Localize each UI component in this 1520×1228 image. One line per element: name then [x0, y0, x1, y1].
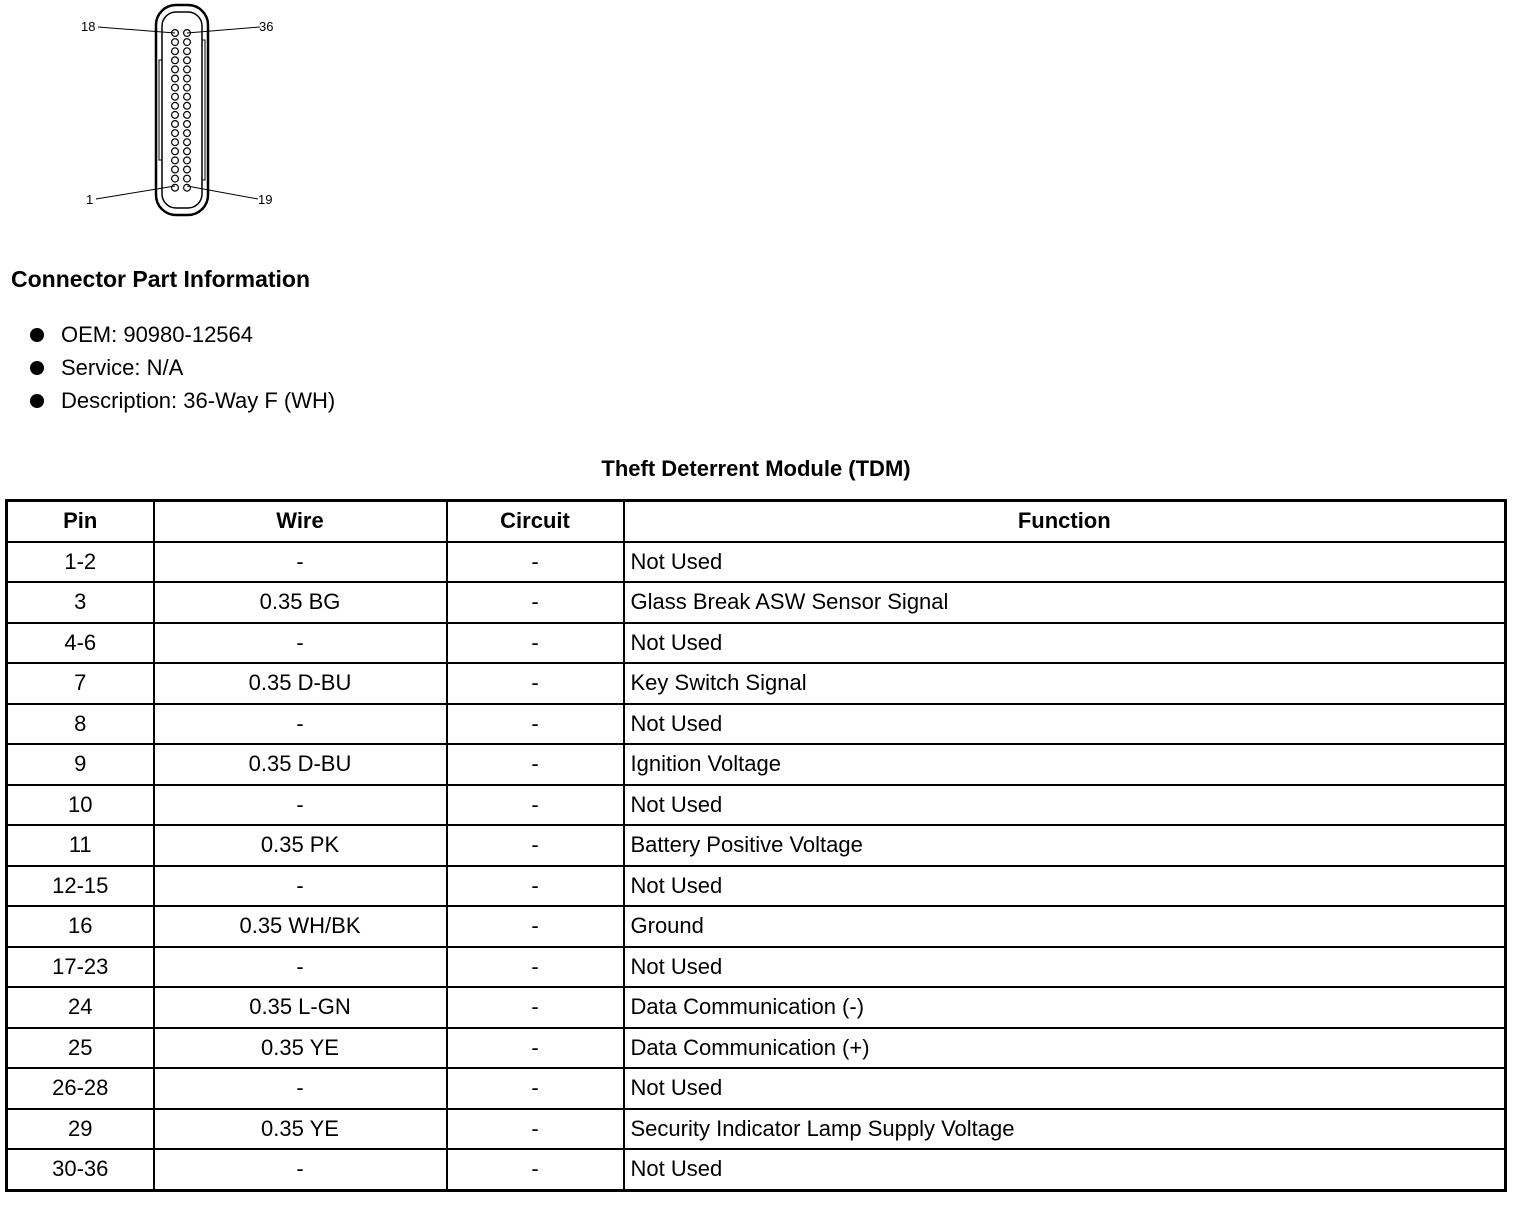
- cell-wire: 0.35 L-GN: [154, 987, 447, 1028]
- header-pin: Pin: [7, 501, 154, 542]
- table-body: [7, 542, 1506, 1191]
- table-row: [7, 704, 1506, 745]
- cell-wire: 0.35 YE: [154, 1028, 447, 1069]
- pin-label-1: 1: [86, 192, 94, 207]
- connector-cavity: [172, 139, 179, 146]
- cell-function: Not Used: [624, 623, 1506, 664]
- cell-function: Not Used: [624, 704, 1506, 745]
- cell-circuit: -: [447, 623, 624, 664]
- cell-wire: 0.35 D-BU: [154, 663, 447, 704]
- cell-function: Not Used: [624, 947, 1506, 988]
- cell-pin: 8: [7, 704, 154, 745]
- cell-wire: 0.35 YE: [154, 1109, 447, 1150]
- part-info-text: OEM: 90980-12564: [61, 322, 254, 347]
- table-row: [7, 906, 1506, 947]
- cell-pin: 25: [7, 1028, 154, 1069]
- cell-function: Not Used: [624, 866, 1506, 907]
- connector-cavity: [184, 57, 191, 64]
- connector-shell: [156, 5, 208, 215]
- cell-circuit: -: [447, 1068, 624, 1109]
- cell-function: Data Communication (-): [624, 987, 1506, 1028]
- cell-wire: -: [154, 785, 447, 826]
- table-header-row: [7, 501, 1506, 542]
- cell-wire: 0.35 D-BU: [154, 744, 447, 785]
- cell-wire: 0.35 PK: [154, 825, 447, 866]
- connector-cavity: [172, 66, 179, 73]
- cell-pin: 24: [7, 987, 154, 1028]
- part-info-oem: [0, 318, 335, 351]
- table-row: [7, 542, 1506, 583]
- cell-pin: 29: [7, 1109, 154, 1150]
- cell-pin: 7: [7, 663, 154, 704]
- connector-cavity: [172, 166, 179, 173]
- cell-function: Security Indicator Lamp Supply Voltage: [624, 1109, 1506, 1150]
- connector-cavity: [172, 93, 179, 100]
- connector-cavity: [172, 175, 179, 182]
- table-row: [7, 1028, 1506, 1069]
- cell-function: Not Used: [624, 1149, 1506, 1190]
- cell-circuit: -: [447, 1109, 624, 1150]
- connector-cavity: [172, 39, 179, 46]
- cell-pin: 3: [7, 582, 154, 623]
- table-row: [7, 1068, 1506, 1109]
- table-row: [7, 582, 1506, 623]
- part-info-service: [0, 351, 335, 384]
- table-row: [7, 785, 1506, 826]
- bullet-icon: [30, 394, 44, 408]
- connector-cavity: [172, 148, 179, 155]
- table-row: [7, 1149, 1506, 1190]
- cell-wire: 0.35 WH/BK: [154, 906, 447, 947]
- table-row: [7, 947, 1506, 988]
- cell-wire: -: [154, 947, 447, 988]
- cell-function: Data Communication (+): [624, 1028, 1506, 1069]
- pinout-table: [5, 499, 1507, 1192]
- cell-function: Ground: [624, 906, 1506, 947]
- cell-pin: 11: [7, 825, 154, 866]
- header-circuit: Circuit: [447, 501, 624, 542]
- connector-cavity: [172, 84, 179, 91]
- bullet-icon: [30, 361, 44, 375]
- pin-label-36: 36: [259, 19, 274, 34]
- header-wire: Wire: [154, 501, 447, 542]
- connector-diagram: [70, 0, 290, 222]
- connector-cavity: [184, 39, 191, 46]
- connector-cavity: [172, 184, 179, 191]
- cell-pin: 1-2: [7, 542, 154, 583]
- connector-cavity: [184, 166, 191, 173]
- table-row: [7, 866, 1506, 907]
- connector-cavity: [184, 130, 191, 137]
- cell-pin: 16: [7, 906, 154, 947]
- cell-circuit: -: [447, 947, 624, 988]
- connector-cavity: [184, 102, 191, 109]
- connector-cavity: [172, 112, 179, 119]
- connector-cavity: [184, 75, 191, 82]
- cell-circuit: -: [447, 785, 624, 826]
- table-row: [7, 744, 1506, 785]
- cell-function: Battery Positive Voltage: [624, 825, 1506, 866]
- cell-pin: 26-28: [7, 1068, 154, 1109]
- cell-wire: -: [154, 623, 447, 664]
- connector-cavity: [184, 93, 191, 100]
- table-caption: Theft Deterrent Module (TDM): [601, 456, 911, 481]
- cell-function: Not Used: [624, 542, 1506, 583]
- cell-circuit: -: [447, 987, 624, 1028]
- connector-cavity: [184, 175, 191, 182]
- cell-function: Not Used: [624, 1068, 1506, 1109]
- cell-function: Ignition Voltage: [624, 744, 1506, 785]
- connector-cavity: [172, 75, 179, 82]
- connector-cavity: [172, 57, 179, 64]
- part-info-description: [0, 384, 335, 417]
- cell-pin: 30-36: [7, 1149, 154, 1190]
- connector-cavity: [184, 112, 191, 119]
- part-info-text: Service: N/A: [61, 355, 184, 380]
- cell-circuit: -: [447, 744, 624, 785]
- cell-wire: -: [154, 1068, 447, 1109]
- table-row: [7, 663, 1506, 704]
- connector-cavity: [184, 184, 191, 191]
- cell-circuit: -: [447, 704, 624, 745]
- connector-cavity: [172, 48, 179, 55]
- bullet-icon: [30, 328, 44, 342]
- header-function: Function: [624, 501, 1506, 542]
- cell-wire: -: [154, 1149, 447, 1190]
- cell-circuit: -: [447, 906, 624, 947]
- connector-cavity: [184, 121, 191, 128]
- cell-pin: 9: [7, 744, 154, 785]
- part-info-list: [0, 318, 335, 417]
- cell-wire: 0.35 BG: [154, 582, 447, 623]
- table-row: [7, 825, 1506, 866]
- table-row: [7, 623, 1506, 664]
- cell-circuit: -: [447, 542, 624, 583]
- connector-cavity: [172, 130, 179, 137]
- connector-cavity: [184, 148, 191, 155]
- cell-circuit: -: [447, 866, 624, 907]
- pin-label-18: 18: [81, 19, 96, 34]
- part-info-text: Description: 36-Way F (WH): [61, 388, 336, 413]
- connector-cavity: [184, 66, 191, 73]
- connector-cavity: [184, 157, 191, 164]
- cell-wire: -: [154, 704, 447, 745]
- cell-circuit: -: [447, 582, 624, 623]
- connector-part-info-title: Connector Part Information: [11, 266, 311, 292]
- table-row: [7, 1109, 1506, 1150]
- connector-cavity: [184, 139, 191, 146]
- connector-cavity: [172, 157, 179, 164]
- connector-cavity: [172, 102, 179, 109]
- connector-cavity: [184, 84, 191, 91]
- cell-circuit: -: [447, 1028, 624, 1069]
- cell-pin: 4-6: [7, 623, 154, 664]
- cell-function: Key Switch Signal: [624, 663, 1506, 704]
- cell-circuit: -: [447, 825, 624, 866]
- pin-label-19: 19: [258, 192, 273, 207]
- cell-pin: 17-23: [7, 947, 154, 988]
- table-row: [7, 987, 1506, 1028]
- cell-circuit: -: [447, 663, 624, 704]
- connector-cavity: [172, 121, 179, 128]
- cell-pin: 12-15: [7, 866, 154, 907]
- cell-wire: -: [154, 542, 447, 583]
- cell-wire: -: [154, 866, 447, 907]
- cell-function: Not Used: [624, 785, 1506, 826]
- cell-pin: 10: [7, 785, 154, 826]
- connector-cavity: [184, 48, 191, 55]
- cell-function: Glass Break ASW Sensor Signal: [624, 582, 1506, 623]
- cell-circuit: -: [447, 1149, 624, 1190]
